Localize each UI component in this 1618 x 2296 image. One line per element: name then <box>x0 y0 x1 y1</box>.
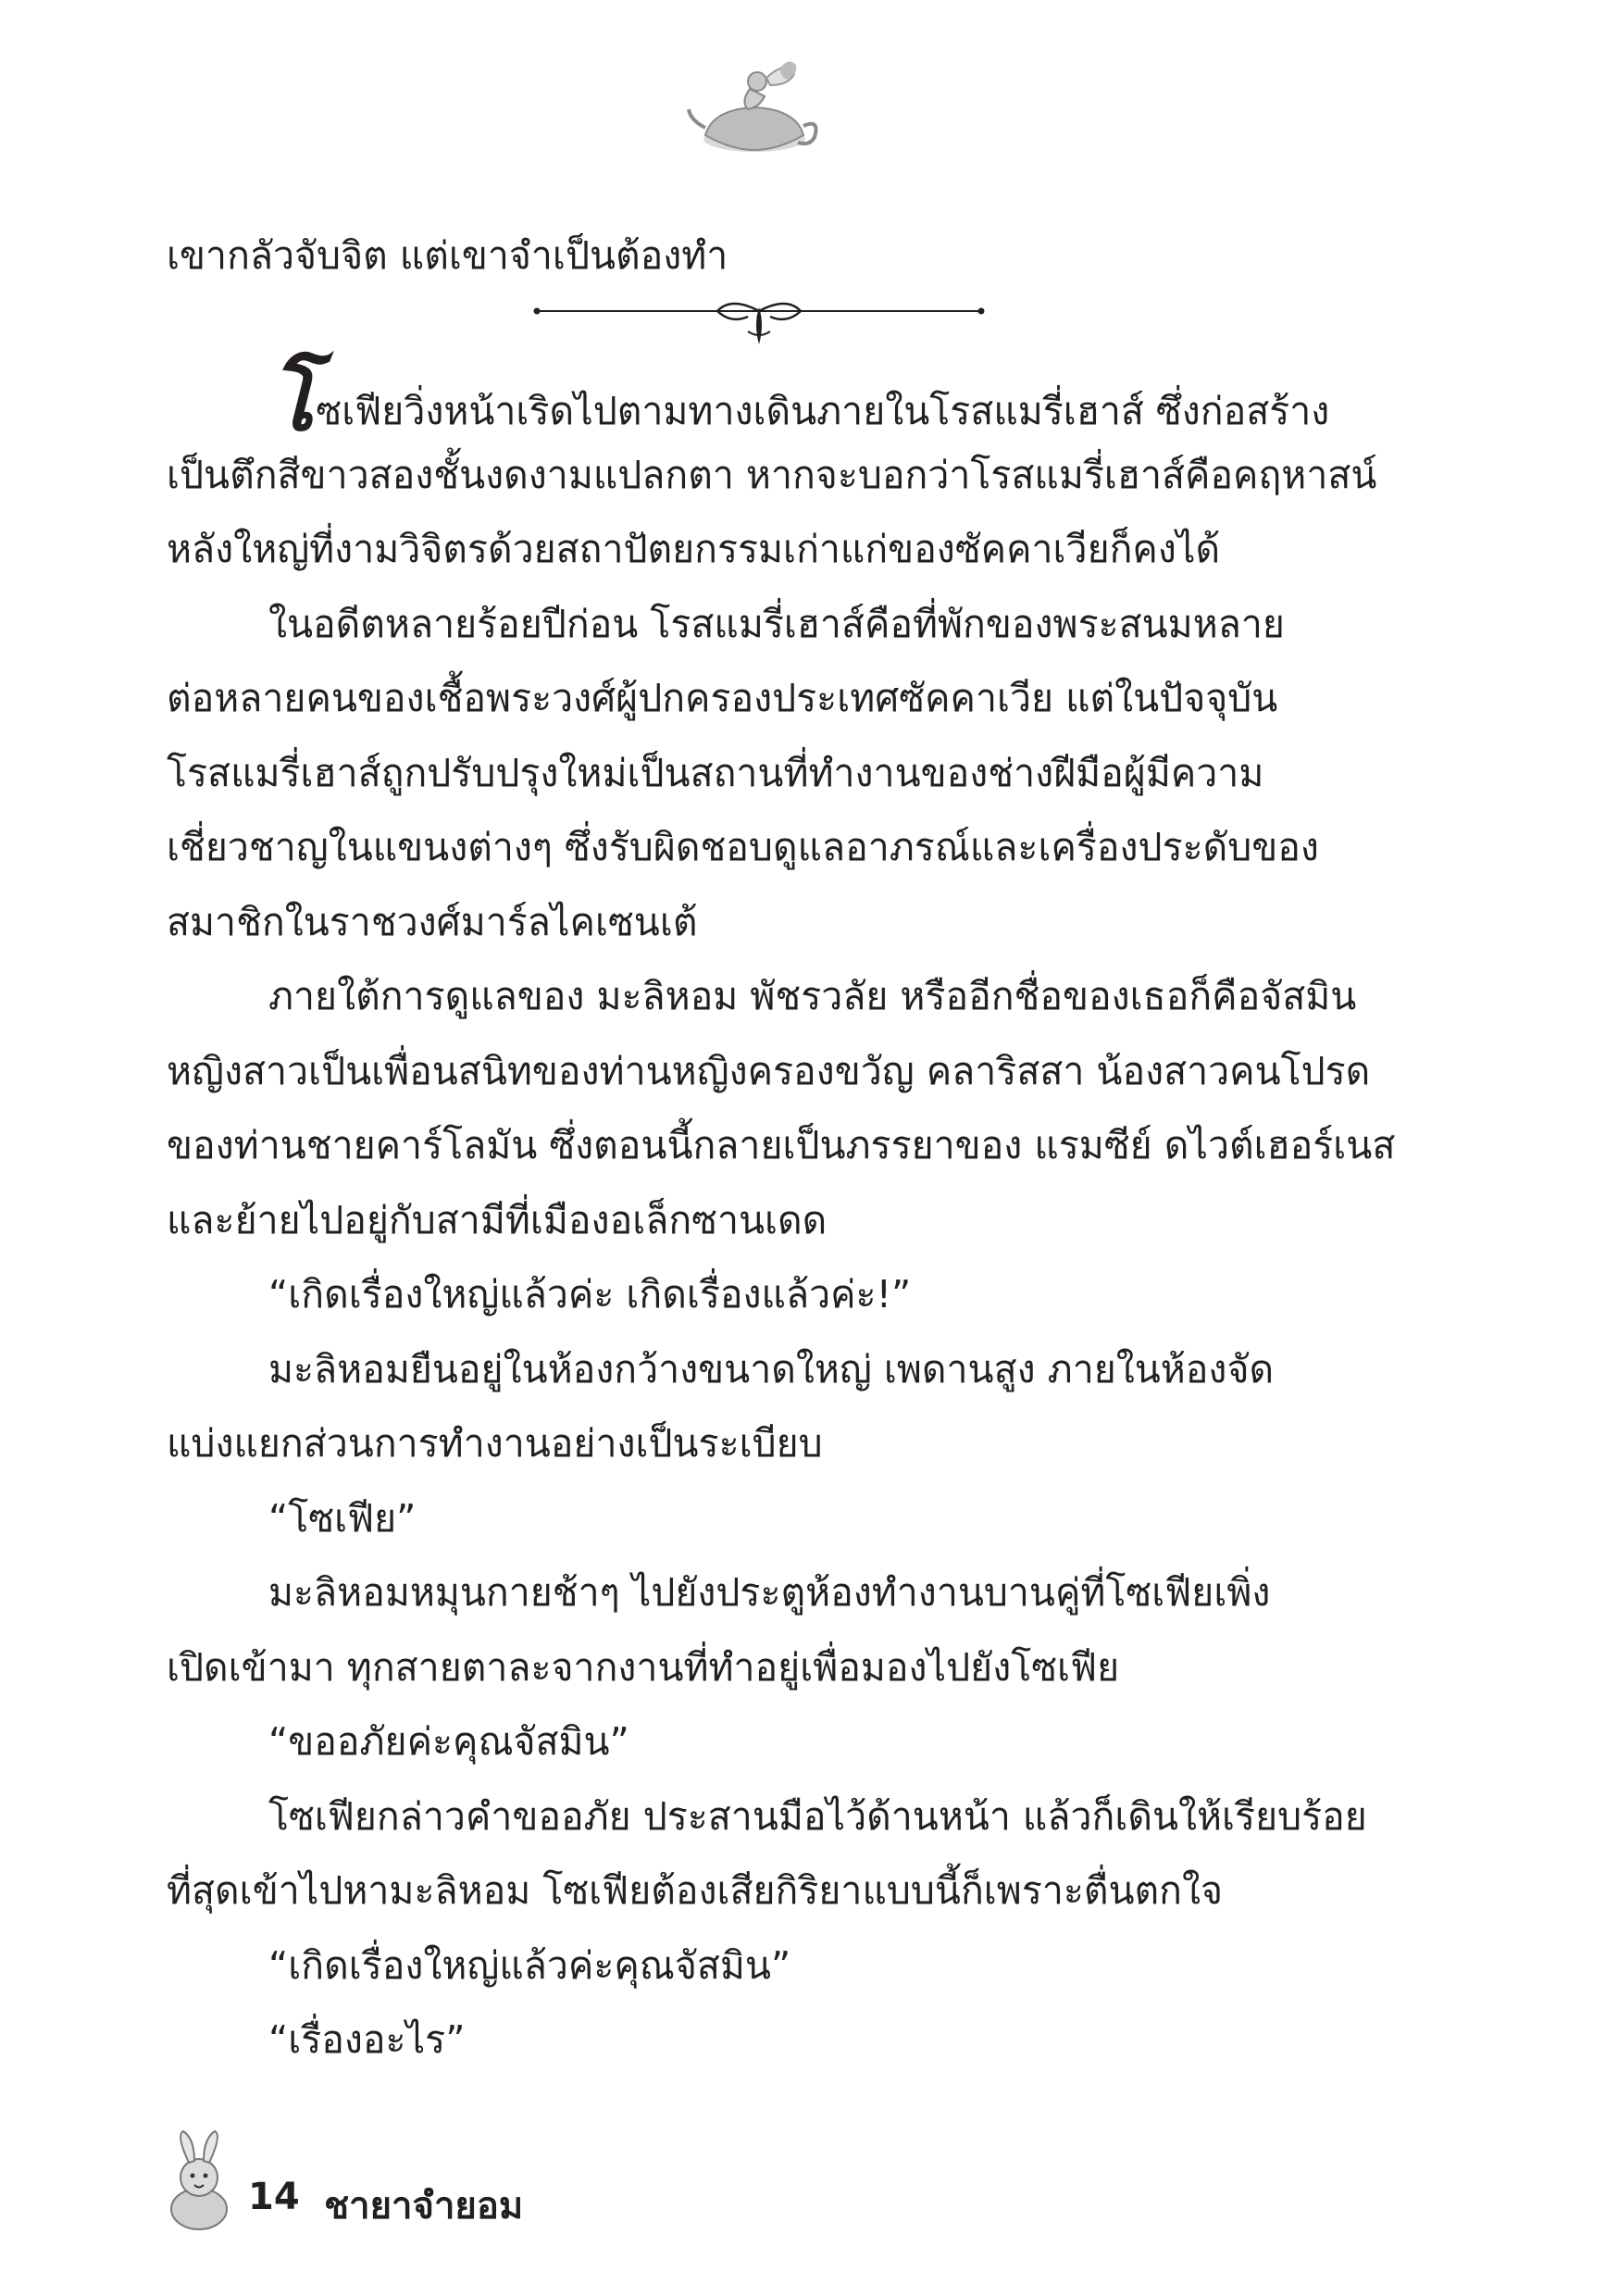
text-line: ของท่านชายคาร์โลมัน ซึ่งตอนนี้กลายเป็นภรรยาของ แรมซีย์ ดไวต์เฮอร์เนส <box>167 1123 1396 1167</box>
rabbit-icon <box>157 2129 241 2231</box>
text-line: แบ่งแยกส่วนการทำงานอย่างเป็นระเบียบ <box>167 1421 823 1466</box>
text-line: เขากลัวจับจิต แต่เขาจำเป็นต้องทำ <box>167 233 728 278</box>
text-line: หลังใหญ่ที่งามวิจิตรด้วยสถาปัตยกรรมเก่าแก่ของซัคคาเวียก็คงได้ <box>167 527 1221 571</box>
text-line: ในอดีตหลายร้อยปีก่อน โรสแมรี่เฮาส์คือที่พักของพระสนมหลาย <box>268 602 1285 646</box>
book-title: ชายาจำยอม <box>324 2185 524 2227</box>
text-line: สมาชิกในราชวงศ์มาร์ลไคเซนเต้ <box>167 900 698 944</box>
text-line-with-dropcap <box>268 350 1330 450</box>
page-number: 14 <box>248 2176 300 2218</box>
text-line: “เรื่องอะไร” <box>268 2017 466 2062</box>
text-line: โซเฟียกล่าวคำขออภัย ประสานมือไว้ด้านหน้า แล้วก็เดินให้เรียบร้อย <box>268 1794 1367 1839</box>
text-line: ที่สุดเข้าไปหามะลิหอม โซเฟียต้องเสียกิริยาแบบนี้ก็เพราะตื่นตกใจ <box>167 1868 1224 1913</box>
text-line: มะลิหอมหมุนกายช้าๆ ไปยังประตูห้องทำงานบานคู่ที่โซเฟียเพิ่ง <box>268 1570 1271 1615</box>
ornamental-divider <box>528 287 990 361</box>
text-line: “ขออภัยค่ะคุณจัสมิน” <box>268 1719 629 1764</box>
text-line: ซเฟียวิ่งหน้าเริดไปตามทางเดินภายในโรสแมรี่เฮาส์ ซึ่งก่อสร้าง <box>316 389 1330 433</box>
text-line: หญิงสาวเป็นเพื่อนสนิทของท่านหญิงครองขวัญ คลาริสสา น้องสาวคนโปรด <box>167 1049 1371 1093</box>
text-line: ภายใต้การดูแลของ มะลิหอม พัชรวลัย หรืออีกชื่อของเธอก็คือจัสมิน <box>268 974 1357 1018</box>
text-line: และย้ายไปอยู่กับสามีที่เมืองอเล็กซานเดด <box>167 1198 828 1242</box>
text-line: เชี่ยวชาญในแขนงต่างๆ ซึ่งรับผิดชอบดูแลอาภรณ์และเครื่องประดับของ <box>167 825 1319 869</box>
text-line: “โซเฟีย” <box>268 1496 417 1541</box>
dropcap: โ <box>268 350 315 450</box>
text-line: “เกิดเรื่องใหญ่แล้วค่ะ เกิดเรื่องแล้วค่ะ!” <box>268 1272 912 1316</box>
page-footer <box>157 2129 620 2231</box>
text-line: “เกิดเรื่องใหญ่แล้วค่ะคุณจัสมิน” <box>268 1943 791 1988</box>
teapot-cupid-icon <box>685 54 824 165</box>
text-line: เปิดเข้ามา ทุกสายตาละจากงานที่ทำอยู่เพื่อมองไปยังโซเฟีย <box>167 1645 1120 1690</box>
text-line: โรสแมรี่เฮาส์ถูกปรับปรุงใหม่เป็นสถานที่ทำงานของช่างฝีมือผู้มีความ <box>167 751 1264 795</box>
text-line: เป็นตึกสีขาวสองชั้นงดงามแปลกตา หากจะบอกว่าโรสแมรี่เฮาส์คือคฤหาสน์ <box>167 453 1377 497</box>
text-line: ต่อหลายคนของเชื้อพระวงศ์ผู้ปกครองประเทศซัคคาเวีย แต่ในปัจจุบัน <box>167 676 1278 720</box>
text-line: มะลิหอมยืนอยู่ในห้องกว้างขนาดใหญ่ เพดานสูง ภายในห้องจัด <box>268 1347 1275 1391</box>
